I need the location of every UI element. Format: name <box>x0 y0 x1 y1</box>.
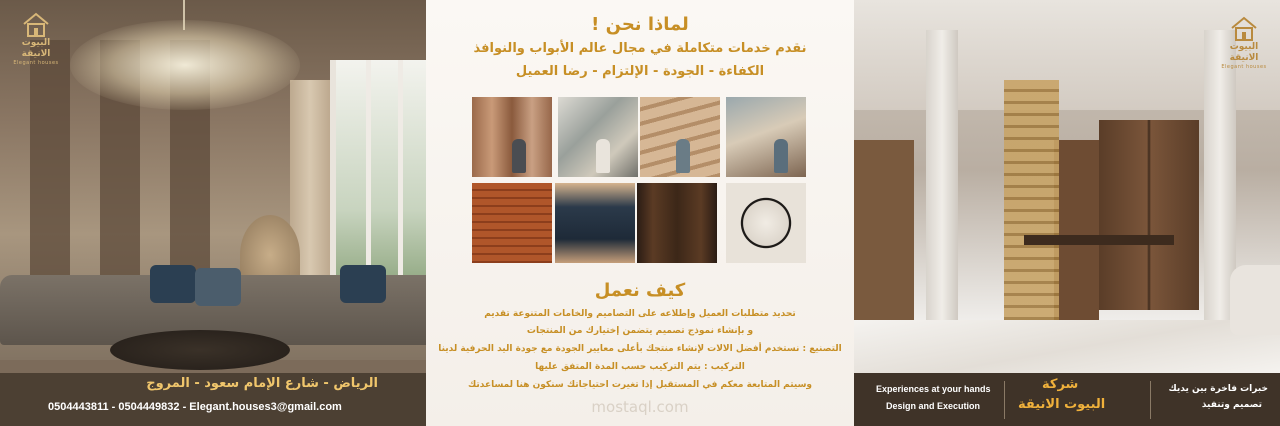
how-line: و بإنشاء نموذج تصميم يتضمن إختيارك من المنتجات <box>526 326 754 336</box>
logo-text-en: Elegant houses <box>1221 64 1267 70</box>
pillow <box>150 265 196 303</box>
curtain-install-photo <box>472 97 552 177</box>
glass-install-photo <box>558 97 638 177</box>
console-shelf <box>1024 235 1174 245</box>
column <box>926 30 958 330</box>
company-name: البيوت الانيقة <box>1018 397 1106 412</box>
divider <box>1004 381 1005 419</box>
how-we-work-title: كيف نعمل <box>594 280 686 301</box>
pillow <box>340 265 386 303</box>
armchair <box>1230 265 1280 335</box>
chandelier <box>70 20 300 110</box>
gate-photo <box>472 183 552 263</box>
design-text-ar: تصميم وتنفيذ <box>1201 400 1262 410</box>
wood-wall <box>1054 140 1099 320</box>
luxury-text-ar: خبرات فاخرة بين يديك <box>1168 384 1268 394</box>
house-icon <box>1229 16 1259 42</box>
why-us-title: لماذا نحن ! <box>591 14 689 35</box>
contact-bar <box>0 373 426 426</box>
design-text-en: Design and Execution <box>886 401 981 411</box>
iron-stair-photo <box>726 183 806 263</box>
company-label: شركة <box>1042 377 1079 392</box>
logo-text-ar: البيوت الانيقة <box>1229 42 1259 63</box>
values-line: الكفاءة - الجودة - الإلتزام - رضا العميل <box>515 64 765 79</box>
how-line: التصنيع : نستخدم أفضل الالات لإنشاء منتجك بأعلى معايير الجودة مع جودة اليد الحرفية لدينا <box>438 344 842 354</box>
decorative-screen <box>1004 80 1059 320</box>
stairs-install-photo <box>640 97 720 177</box>
center-info-panel <box>426 0 854 426</box>
how-line: التركيب : يتم التركيب حسب المدة المتفق عليها <box>535 362 745 372</box>
brand-logo <box>12 12 60 66</box>
logo-text-en: Elegant houses <box>13 60 59 66</box>
wooden-door <box>1099 120 1199 310</box>
railing-install-photo <box>726 97 806 177</box>
wood-wall <box>854 140 914 320</box>
left-interior-panel <box>0 0 426 426</box>
right-interior-panel <box>854 0 1280 426</box>
address: الرياض - شارع الإمام سعود - المروج <box>146 376 378 391</box>
wooden-door-photo <box>637 183 717 263</box>
coffee-table <box>110 330 290 370</box>
marble-floor <box>854 320 1280 380</box>
how-line: تحديد متطلبات العميل وإطلاعه على التصاميم والخامات المتنوعة تقديم <box>484 309 796 319</box>
pillow <box>195 268 241 306</box>
services-line: نقدم خدمات متكاملة في مجال عالم الأبواب والنوافذ <box>473 41 807 56</box>
house-icon <box>21 12 51 38</box>
footer-bar <box>854 373 1280 426</box>
brand-logo <box>1220 16 1268 70</box>
watermark: mostaql.com <box>591 398 689 416</box>
facade-photo <box>555 183 635 263</box>
how-line: وسيتم المتابعة معكم في المستقبل إذا تغيرت احتياجاتك سنكون هنا لمساعدتك <box>467 380 813 390</box>
divider <box>1150 381 1151 419</box>
experiences-text-en: Experiences at your hands <box>876 384 991 394</box>
wood-wall-panel <box>30 40 70 290</box>
contact-info[interactable]: 0504443811 - 0504449832 - Elegant.houses3@gmail.com <box>48 401 342 413</box>
logo-text-ar: البيوت الانيقة <box>21 38 51 59</box>
